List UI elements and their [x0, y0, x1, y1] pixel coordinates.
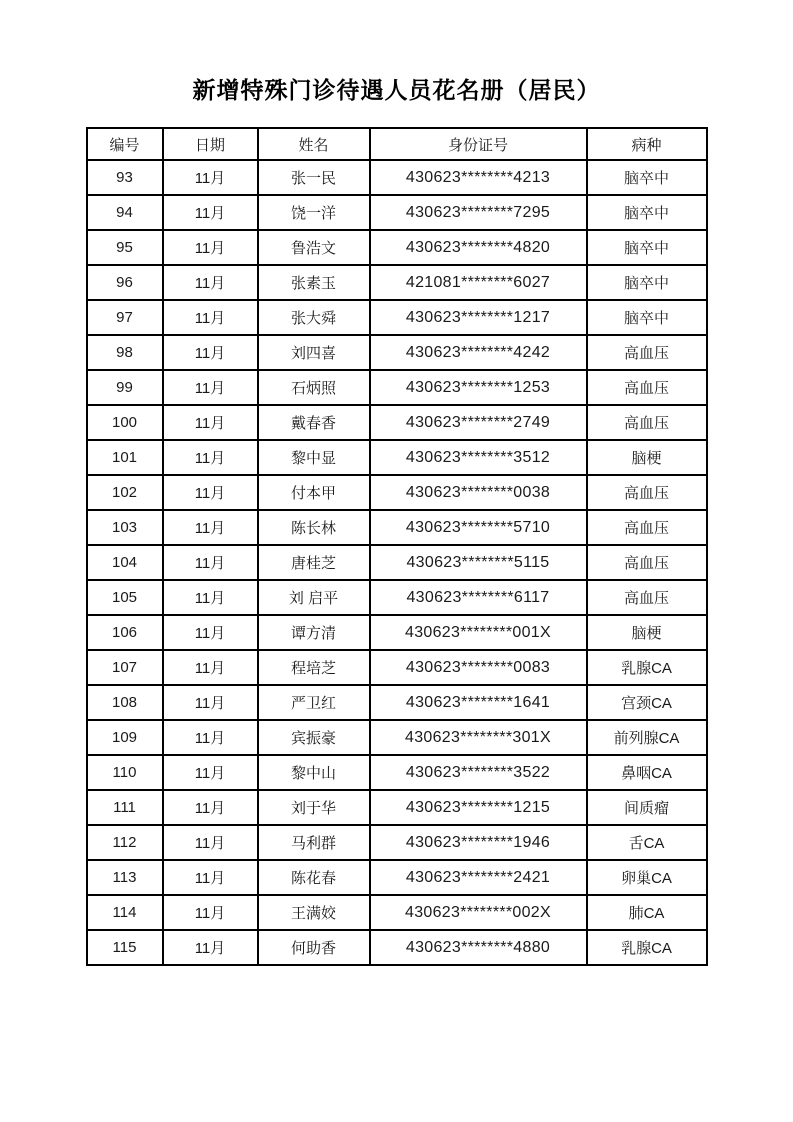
- cell-disease: 高血压: [587, 510, 707, 545]
- cell-disease: 肺CA: [587, 895, 707, 930]
- cell-number: 97: [87, 300, 163, 335]
- table-row: [87, 580, 707, 615]
- cell-name: 张大舜: [258, 300, 370, 335]
- cell-number: 110: [87, 755, 163, 790]
- cell-number: 106: [87, 615, 163, 650]
- cell-disease: 脑卒中: [587, 230, 707, 265]
- cell-disease: 乳腺CA: [587, 650, 707, 685]
- cell-name: 石炳照: [258, 370, 370, 405]
- cell-id: 430623********6117: [370, 580, 587, 615]
- roster-table-body: [87, 160, 707, 965]
- cell-number: 101: [87, 440, 163, 475]
- cell-date: 11月: [163, 545, 258, 580]
- table-row: [87, 265, 707, 300]
- cell-name: 陈长林: [258, 510, 370, 545]
- cell-id: 430623********1215: [370, 790, 587, 825]
- cell-date: 11月: [163, 440, 258, 475]
- cell-number: 114: [87, 895, 163, 930]
- cell-name: 黎中显: [258, 440, 370, 475]
- table-row: [87, 930, 707, 965]
- cell-name: 谭方清: [258, 615, 370, 650]
- cell-id: 421081********6027: [370, 265, 587, 300]
- cell-date: 11月: [163, 510, 258, 545]
- cell-number: 93: [87, 160, 163, 195]
- cell-date: 11月: [163, 755, 258, 790]
- cell-date: 11月: [163, 300, 258, 335]
- cell-disease: 舌CA: [587, 825, 707, 860]
- cell-name: 黎中山: [258, 755, 370, 790]
- cell-disease: 高血压: [587, 580, 707, 615]
- cell-number: 98: [87, 335, 163, 370]
- cell-id: 430623********2749: [370, 405, 587, 440]
- cell-disease: 乳腺CA: [587, 930, 707, 965]
- cell-name: 严卫红: [258, 685, 370, 720]
- cell-id: 430623********4242: [370, 335, 587, 370]
- cell-id: 430623********0038: [370, 475, 587, 510]
- cell-number: 115: [87, 930, 163, 965]
- cell-id: 430623********4880: [370, 930, 587, 965]
- cell-date: 11月: [163, 825, 258, 860]
- roster-table-header: [87, 128, 707, 160]
- table-row: [87, 510, 707, 545]
- cell-id: 430623********001X: [370, 615, 587, 650]
- cell-number: 111: [87, 790, 163, 825]
- cell-date: 11月: [163, 615, 258, 650]
- header-row: [87, 128, 707, 160]
- table-row: [87, 545, 707, 580]
- cell-number: 113: [87, 860, 163, 895]
- cell-name: 刘于华: [258, 790, 370, 825]
- header-name: 姓名: [258, 128, 370, 160]
- cell-id: 430623********1217: [370, 300, 587, 335]
- cell-id: 430623********4820: [370, 230, 587, 265]
- cell-id: 430623********2421: [370, 860, 587, 895]
- cell-name: 鲁浩文: [258, 230, 370, 265]
- cell-name: 张一民: [258, 160, 370, 195]
- cell-date: 11月: [163, 335, 258, 370]
- table-row: [87, 615, 707, 650]
- cell-disease: 脑梗: [587, 440, 707, 475]
- cell-id: 430623********5710: [370, 510, 587, 545]
- cell-date: 11月: [163, 650, 258, 685]
- cell-number: 94: [87, 195, 163, 230]
- cell-id: 430623********1253: [370, 370, 587, 405]
- cell-disease: 宫颈CA: [587, 685, 707, 720]
- cell-name: 刘四喜: [258, 335, 370, 370]
- roster-table: [86, 127, 708, 966]
- cell-date: 11月: [163, 370, 258, 405]
- cell-name: 宾振豪: [258, 720, 370, 755]
- cell-disease: 卵巢CA: [587, 860, 707, 895]
- table-row: [87, 335, 707, 370]
- cell-name: 张素玉: [258, 265, 370, 300]
- table-row: [87, 650, 707, 685]
- cell-disease: 脑卒中: [587, 300, 707, 335]
- cell-disease: 脑卒中: [587, 265, 707, 300]
- cell-number: 95: [87, 230, 163, 265]
- cell-date: 11月: [163, 230, 258, 265]
- cell-number: 102: [87, 475, 163, 510]
- cell-date: 11月: [163, 475, 258, 510]
- cell-name: 马利群: [258, 825, 370, 860]
- table-row: [87, 720, 707, 755]
- cell-date: 11月: [163, 160, 258, 195]
- cell-id: 430623********3522: [370, 755, 587, 790]
- table-row: [87, 790, 707, 825]
- table-row: [87, 440, 707, 475]
- cell-disease: 高血压: [587, 545, 707, 580]
- cell-id: 430623********5115: [370, 545, 587, 580]
- cell-disease: 高血压: [587, 335, 707, 370]
- cell-number: 99: [87, 370, 163, 405]
- cell-disease: 脑梗: [587, 615, 707, 650]
- header-date: 日期: [163, 128, 258, 160]
- cell-date: 11月: [163, 405, 258, 440]
- cell-name: 刘 启平: [258, 580, 370, 615]
- cell-date: 11月: [163, 195, 258, 230]
- table-row: [87, 300, 707, 335]
- cell-name: 何助香: [258, 930, 370, 965]
- cell-date: 11月: [163, 860, 258, 895]
- cell-disease: 高血压: [587, 405, 707, 440]
- cell-id: 430623********3512: [370, 440, 587, 475]
- cell-disease: 脑卒中: [587, 195, 707, 230]
- table-row: [87, 160, 707, 195]
- header-disease: 病种: [587, 128, 707, 160]
- cell-number: 100: [87, 405, 163, 440]
- cell-number: 108: [87, 685, 163, 720]
- cell-number: 112: [87, 825, 163, 860]
- cell-number: 105: [87, 580, 163, 615]
- cell-name: 程培芝: [258, 650, 370, 685]
- cell-name: 陈花春: [258, 860, 370, 895]
- table-row: [87, 755, 707, 790]
- cell-date: 11月: [163, 265, 258, 300]
- cell-id: 430623********7295: [370, 195, 587, 230]
- cell-disease: 间质瘤: [587, 790, 707, 825]
- cell-disease: 鼻咽CA: [587, 755, 707, 790]
- cell-name: 饶一洋: [258, 195, 370, 230]
- cell-id: 430623********002X: [370, 895, 587, 930]
- cell-name: 付本甲: [258, 475, 370, 510]
- cell-id: 430623********1946: [370, 825, 587, 860]
- cell-id: 430623********0083: [370, 650, 587, 685]
- header-id: 身份证号: [370, 128, 587, 160]
- cell-disease: 前列腺CA: [587, 720, 707, 755]
- cell-number: 96: [87, 265, 163, 300]
- table-row: [87, 405, 707, 440]
- cell-date: 11月: [163, 580, 258, 615]
- cell-disease: 高血压: [587, 475, 707, 510]
- table-row: [87, 370, 707, 405]
- cell-name: 王满姣: [258, 895, 370, 930]
- table-row: [87, 475, 707, 510]
- table-row: [87, 860, 707, 895]
- cell-disease: 高血压: [587, 370, 707, 405]
- cell-disease: 脑卒中: [587, 160, 707, 195]
- cell-id: 430623********4213: [370, 160, 587, 195]
- table-row: [87, 685, 707, 720]
- cell-name: 戴春香: [258, 405, 370, 440]
- page-title: 新增特殊门诊待遇人员花名册（居民）: [192, 77, 601, 103]
- table-row: [87, 895, 707, 930]
- cell-id: 430623********1641: [370, 685, 587, 720]
- cell-number: 109: [87, 720, 163, 755]
- header-number: 编号: [87, 128, 163, 160]
- cell-date: 11月: [163, 930, 258, 965]
- cell-id: 430623********301X: [370, 720, 587, 755]
- cell-date: 11月: [163, 720, 258, 755]
- table-row: [87, 825, 707, 860]
- cell-number: 107: [87, 650, 163, 685]
- table-row: [87, 230, 707, 265]
- table-row: [87, 195, 707, 230]
- cell-date: 11月: [163, 895, 258, 930]
- cell-number: 103: [87, 510, 163, 545]
- cell-date: 11月: [163, 790, 258, 825]
- cell-date: 11月: [163, 685, 258, 720]
- cell-name: 唐桂芝: [258, 545, 370, 580]
- cell-number: 104: [87, 545, 163, 580]
